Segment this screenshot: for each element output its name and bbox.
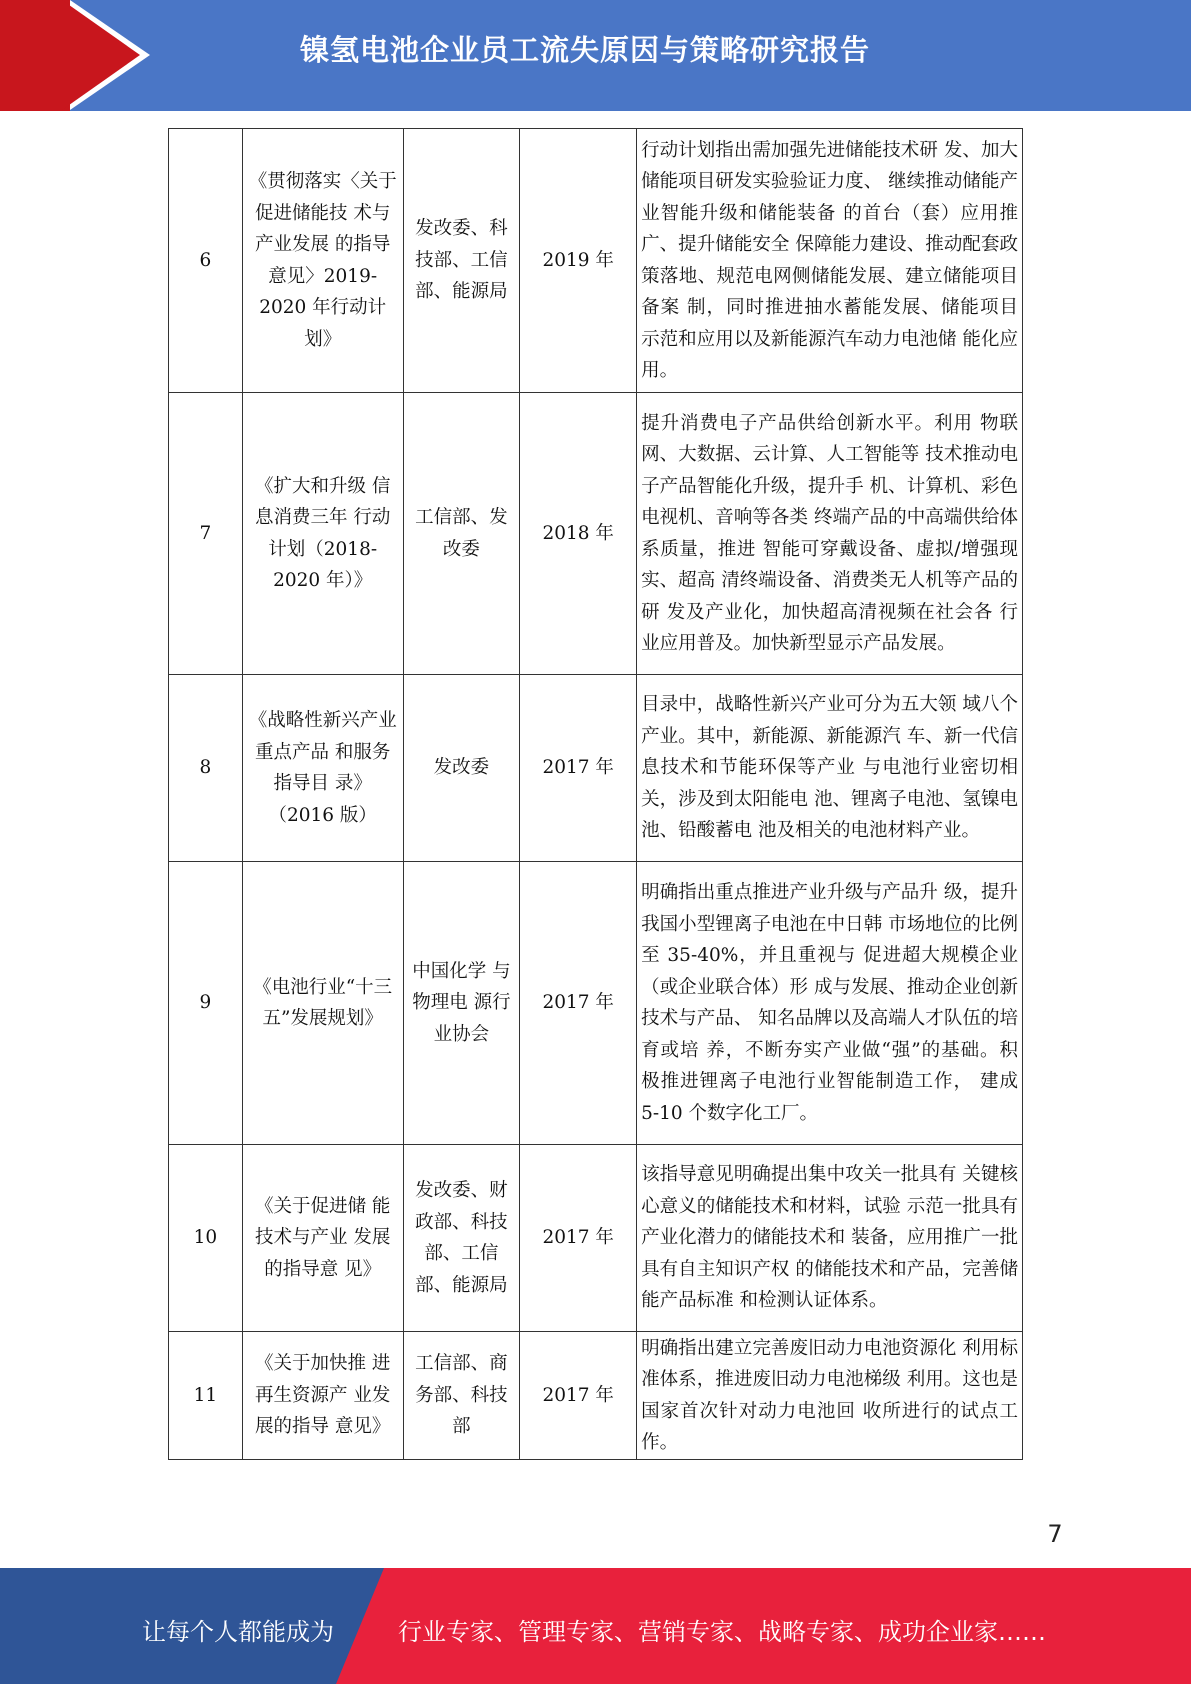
row-number: 9 — [169, 862, 243, 1145]
footer-slogan-left: 让每个人都能成为 — [142, 1618, 334, 1646]
issue-year: 2018 年 — [520, 393, 637, 675]
policy-content: 该指导意见明确提出集中攻关一批具有 关键核心意义的储能技术和材料，试验 示范一批具有产业化潜力的储能技术和 装备，应用推广一批具有自主知识产权 的储能技术和产品，完善储能产品标准 和检测认证体系。 — [637, 1145, 1023, 1332]
header-banner — [0, 0, 1191, 111]
issuing-department: 发改委、财政部、科技部、工信部、能源局 — [403, 1145, 520, 1332]
row-number: 6 — [169, 129, 243, 393]
policy-content: 明确指出重点推进产业升级与产品升 级，提升我国小型锂离子电池在中日韩 市场地位的比例至 35-40%，并且重视与 促进超大规模企业（或企业联合体）形 成与发展、推动企业创新技术与产品、 知名品牌以及高端人才队伍的培育或培 养，不断夯实产业做“强”的基础。积 极推进锂离子电池行业智能制造工作， 建成 5-10 个数字化工厂。 — [637, 862, 1023, 1145]
table-row — [169, 129, 1023, 393]
policy-table — [168, 128, 1023, 1460]
table-row — [169, 393, 1023, 675]
report-title: 镍氢电池企业员工流失原因与策略研究报告 — [300, 33, 871, 67]
issue-year: 2017 年 — [520, 1332, 637, 1460]
policy-name: 《贯彻落实〈关于促进储能技 术与产业发展 的指导意见〉2019-2020 年行动计划》 — [242, 129, 403, 393]
table-row — [169, 1332, 1023, 1460]
issuing-department: 中国化学 与物理电 源行业协会 — [403, 862, 520, 1145]
row-number: 11 — [169, 1332, 243, 1460]
footer-blue-slant — [336, 1568, 384, 1684]
policy-name: 《关于促进储 能技术与产业 发展的指导意 见》 — [242, 1145, 403, 1332]
issuing-department: 工信部、发改委 — [403, 393, 520, 675]
footer-slogan-right: 行业专家、管理专家、营销专家、战略专家、成功企业家…… — [398, 1618, 1046, 1646]
row-number: 7 — [169, 393, 243, 675]
policy-content: 明确指出建立完善废旧动力电池资源化 利用标准体系，推进废旧动力电池梯级 利用。这也是国家首次针对动力电池回 收所进行的试点工作。 — [637, 1332, 1023, 1460]
row-number: 8 — [169, 675, 243, 862]
policy-content: 提升消费电子产品供给创新水平。利用 物联网、大数据、云计算、人工智能等 技术推动电子产品智能化升级，提升手 机、计算机、彩色电视机、音响等各类 终端产品的中高端供给体系质量，推进 智能可穿戴设备、虚拟/增强现实、超高 清终端设备、消费类无人机等产品的研 发及产业化，加快超高清视频在社会各 行业应用普及。加快新型显示产品发展。 — [637, 393, 1023, 675]
issuing-department: 工信部、商务部、科技部 — [403, 1332, 520, 1460]
policy-name: 《扩大和升级 信息消费三年 行动计划（2018-2020 年）》 — [242, 393, 403, 675]
issue-year: 2017 年 — [520, 675, 637, 862]
policy-name: 《关于加快推 进再生资源产 业发展的指导 意见》 — [242, 1332, 403, 1460]
issue-year: 2017 年 — [520, 862, 637, 1145]
issuing-department: 发改委、科技部、工信部、能源局 — [403, 129, 520, 393]
table-row — [169, 675, 1023, 862]
page-number: 7 — [1047, 1520, 1063, 1548]
policy-name: 《战略性新兴产业重点产品 和服务指导目 录》（2016 版） — [242, 675, 403, 862]
header-red-block — [0, 0, 70, 111]
issue-year: 2019 年 — [520, 129, 637, 393]
table-row — [169, 862, 1023, 1145]
policy-content: 行动计划指出需加强先进储能技术研 发、加大储能项目研发实验验证力度、 继续推动储能产业智能升级和储能装备 的首台（套）应用推广、提升储能安全 保障能力建设、推动配套政策落地、规范电网侧储能发展、建立储能项目备案 制，同时推进抽水蓄能发展、储能项目 示范和应用以及新能源汽车动力电池储 能化应用。 — [637, 129, 1023, 393]
issuing-department: 发改委 — [403, 675, 520, 862]
row-number: 10 — [169, 1145, 243, 1332]
header-red-arrow — [62, 0, 140, 110]
footer-banner — [0, 1568, 1191, 1684]
issue-year: 2017 年 — [520, 1145, 637, 1332]
table-row — [169, 1145, 1023, 1332]
policy-content: 目录中，战略性新兴产业可分为五大领 域八个产业。其中，新能源、新能源汽 车、新一代信息技术和节能环保等产业 与电池行业密切相关，涉及到太阳能电 池、锂离子电池、氢镍电池、铅酸蓄电 池及相关的电池材料产业。 — [637, 675, 1023, 862]
policy-name: 《电池行业“十三五”发展规划》 — [242, 862, 403, 1145]
